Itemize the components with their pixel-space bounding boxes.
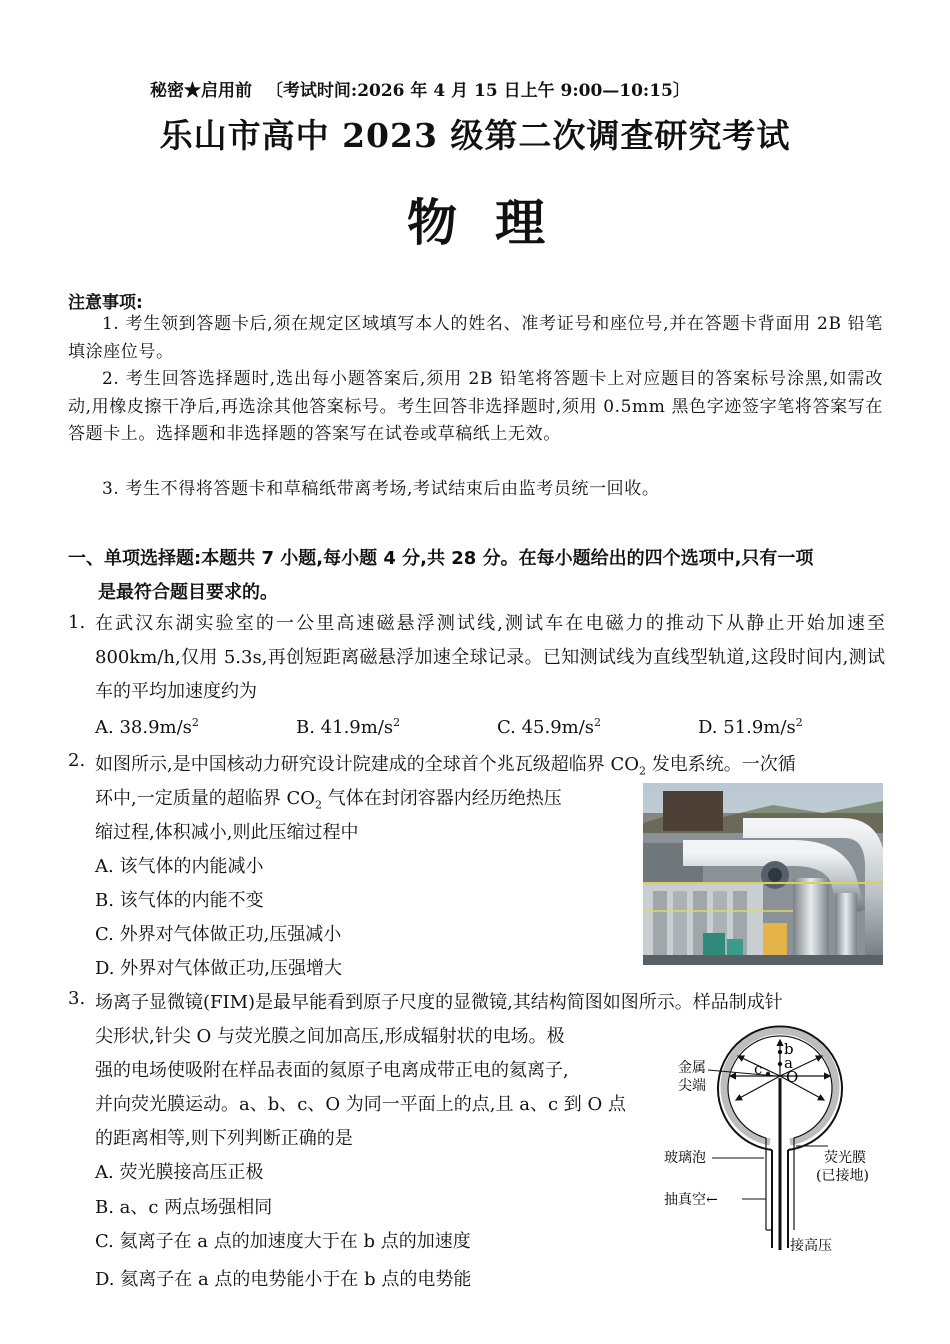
notice-heading: 注意事项: [68, 293, 143, 313]
subject-title: 物理 [407, 193, 583, 252]
exam-header-line [150, 76, 690, 101]
question-number: 3. [68, 988, 86, 1009]
option-b: B. a、c 两点场强相同 [95, 1197, 273, 1218]
question-stem-line: 缩过程,体积减小,则此压缩过程中 [95, 822, 359, 843]
page-title: 乐山市高中 2023 级第二次调查研究考试 [159, 116, 791, 155]
question-number: 2. [68, 750, 86, 771]
exam-time: 〔考试时间:2026 年 4 月 15 日上午 9:00—10:15〕 [265, 81, 690, 101]
option-b: B. $41.9m/s^2$ [296, 716, 401, 738]
bulb-label: 玻璃泡 [664, 1150, 706, 1166]
option-d: D. $51.9m/s^2$ [698, 716, 803, 738]
option-d: D. 氦离子在 a 点的电势能小于在 b 点的电势能 [95, 1269, 472, 1290]
film-label-2: (已接地) [816, 1168, 869, 1184]
point-a-dot [778, 1062, 782, 1066]
notice-item-1: 1. 考生领到答题卡后,须在规定区域填写本人的姓名、准考证号和座位号,并在答题卡背面用 2B 铅笔填涂座位号。 [68, 314, 883, 362]
question-stem-line: 尖形状,针尖 O 与荧光膜之间加高压,形成辐射状的电场。极 [95, 1026, 565, 1047]
option-a: A. $38.9m/s^2$ [95, 716, 199, 738]
option-a: A. 该气体的内能减小 [95, 856, 264, 877]
option-a: A. 荧光膜接高压正极 [95, 1162, 264, 1183]
section-heading [68, 542, 888, 610]
question-stem-line: 强的电场使吸附在样品表面的氦原子电离成带正电的氦离子, [95, 1060, 569, 1081]
vacuum-label: 抽真空← [664, 1192, 718, 1208]
option-b: B. 该气体的内能不变 [95, 890, 264, 911]
option-c: C. 外界对气体做正功,压强减小 [95, 924, 342, 945]
option-d: D. 外界对气体做正功,压强增大 [95, 958, 342, 979]
option-c: C. $45.9m/s^2$ [497, 716, 602, 738]
section-heading-line2: 是最符合题目要求的。 [98, 582, 278, 603]
question-stem: 在武汉东湖实验室的一公里高速磁悬浮测试线,测试车在电磁力的推动下从静止开始加速至 800km/h,仅用 5.3s,再创短距离磁悬浮加速全球记录。已知测试线为直线型轨道,这段时间内,测试车的平均加速度约为 [95, 613, 885, 702]
notice-item-3: 3. 考生不得将答题卡和草稿纸带离考场,考试结束后由监考员统一回收。 [102, 479, 660, 499]
tip-label-1: 金属 [678, 1060, 706, 1076]
fim-diagram [660, 1018, 890, 1258]
question-stem-line: 如图所示,是中国核动力研究设计院建成的全球首个兆瓦级超临界 $CO_2$ 发电系统。一次循 [95, 754, 796, 778]
power-plant-photo [643, 783, 883, 965]
option-c: C. 氦离子在 a 点的加速度大于在 b 点的加速度 [95, 1231, 471, 1252]
confidential-label: 秘密★启用前 [150, 81, 252, 101]
notice-item-2: 2. 考生回答选择题时,选出每小题答案后,须用 2B 铅笔将答题卡上对应题目的答案标号涂黑,如需改动,用橡皮擦干净后,再选涂其他答案标号。考生回答非选择题时,须用 0.5mm 黑色字迹签字笔将答案写在答题卡上。选择题和非选择题的答案写在试卷或草稿纸上无效。 [68, 369, 883, 444]
point-o-label: O [786, 1068, 799, 1086]
point-b-dot [778, 1050, 782, 1054]
point-b-label: b [784, 1040, 794, 1058]
point-c-label: c [754, 1060, 763, 1078]
question-stem-line: 并向荧光膜运动。a、b、c、O 为同一平面上的点,且 a、c 到 O 点 [95, 1094, 626, 1115]
section-heading-line1: 一、单项选择题:本题共 7 小题,每小题 4 分,共 28 分。在每小题给出的四个选项中,只有一项 [68, 548, 814, 569]
high-voltage-label: 接高压 [790, 1238, 832, 1254]
point-a-label: a [784, 1054, 793, 1072]
tip-label-2: 尖端 [678, 1078, 706, 1094]
film-label-1: 荧光膜 [824, 1150, 866, 1166]
question-stem-line: 场离子显微镜(FIM)是最早能看到原子尺度的显微镜,其结构简图如图所示。样品制成针 [95, 992, 783, 1013]
question-stem-line: 环中,一定质量的超临界 $CO_2$ 气体在封闭容器内经历绝热压 [95, 788, 562, 812]
question-number: 1. [68, 612, 86, 633]
question-stem-line: 的距离相等,则下列判断正确的是 [95, 1128, 353, 1149]
